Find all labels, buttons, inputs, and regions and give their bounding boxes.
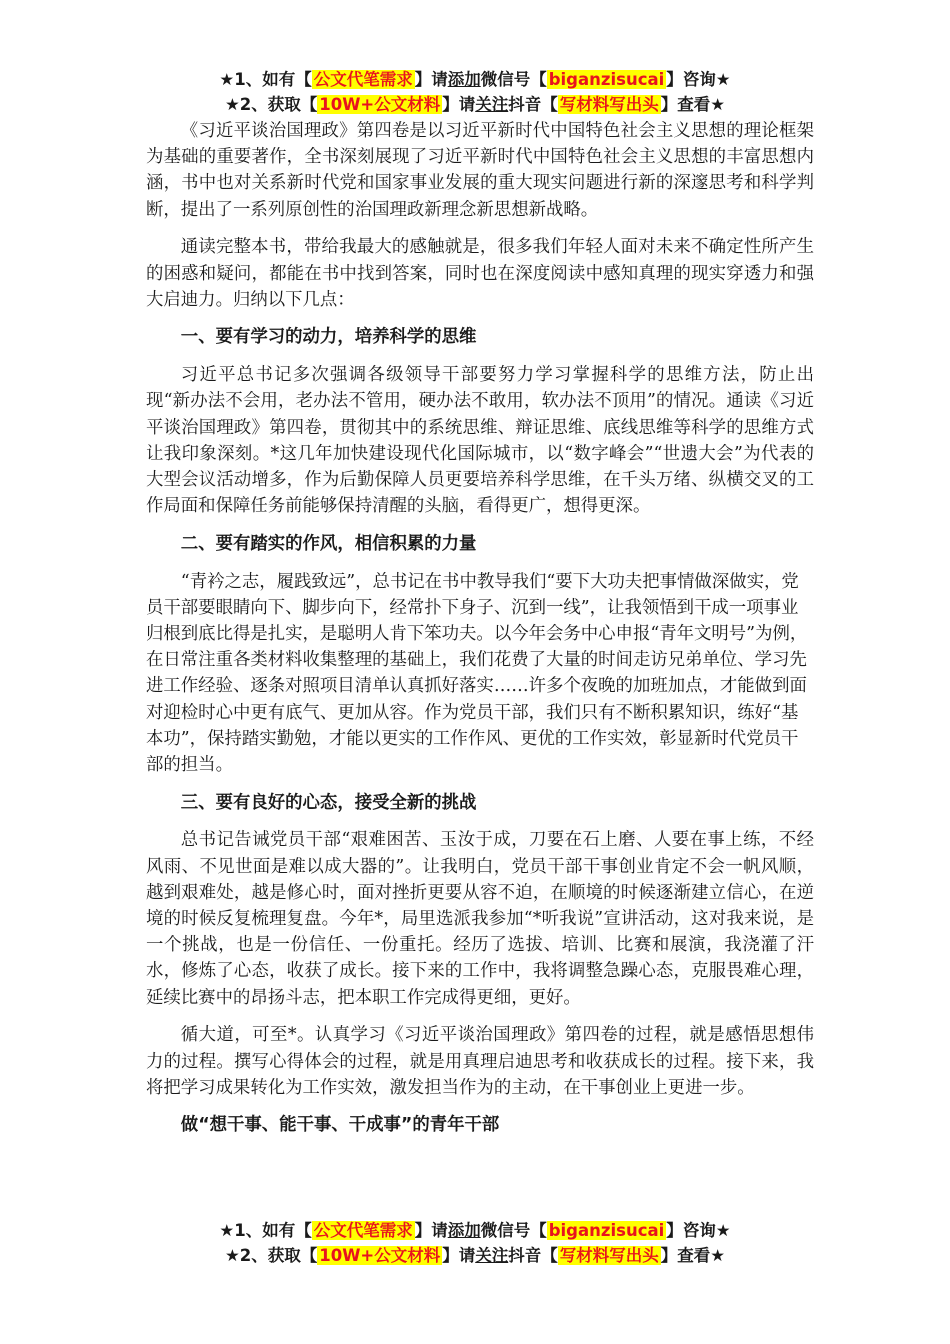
promo-highlight: 公文代笔需求 [313,70,413,89]
promo-text: 】咨询★ [666,70,731,89]
paragraph-section-2: “青衿之志，履践致远”，总书记在书中教导我们“要下大功夫把事情做深做实，党员干部要眼睛向下、脚步向下，经常扑下身子、沉到一线”，让我领悟到干成一项事业归根到底比得是扎实，是聪明人肯下笨功夫。以今年会务中心申报“青年文明号”为例，在日常注重各类材料收集整理的基础上，我们花费了大量的时间走访兄弟单位、学习先进工作经验、逐条对照项目清单认真抓好落实……许多个夜晚的加班加点，才能做到面对迎检时心中更有底气、更加从容。作为党员干部，我们只有不断积累知识，练好“基本功”，保持踏实勤勉，才能以更实的工作作风、更优的工作实效，彰显新时代党员干部的担当。 [146,571,808,775]
promo-text: ★2、获取【 [224,1246,318,1265]
promo-highlight: 10W+公文材料 [319,95,441,114]
promo-text: 】请 [442,95,476,114]
promo-underlined: 关注 [475,95,509,114]
heading-section-3: 三、要有良好的心态，接受全新的挑战 [180,792,477,813]
promo-underlined: 添加 [447,70,481,89]
promo-douyin-id: 写材料写出头 [559,95,659,114]
promo-text: 】查看★ [660,1246,726,1265]
promo-text: 微信号【 [480,70,547,89]
heading-section-2: 二、要有踏实的作风，相信积累的力量 [180,533,477,554]
paragraph-section-3: 总书记告诫党员干部“艰难困苦、玉汝于成，刀要在石上磨、人要在事上练，不经风雨、不见世面是难以成大器的”。让我明白，党员干部干事创业肯定不会一帆风顺，越到艰难处，越是修心时，面对挫折更要从容不迫，在顺境的时候逐渐建立信心，在逆境的时候反复梳理复盘。今年*，局里选派我参加“*听我说”宣讲活动，这对我来说，是一个挑战，也是一份信任、一份重托。经历了选拔、培训、比赛和展演，我浇灌了汗水，修炼了心态，收获了成长。接下来的工作中，我将调整急躁心态，克服畏难心理，延续比赛中的昂扬斗志，把本职工作完成得更细，更好。 [146,830,814,1008]
promo-text: 】请 [414,1221,448,1240]
promo-text: ★1、如有【 [219,1221,312,1240]
paragraph-conclusion: 循大道，可至*。认真学习《习近平谈治国理政》第四卷的过程，就是感悟思想伟力的过程。撰写心得体会的过程，就是用真理启迪思考和收获成长的过程。接下来，我将把学习成果转化为工作实效，激发担当作为的主动，在干事创业上更进一步。 [146,1025,814,1098]
promo-wechat-id: biganzisucai [548,70,665,89]
heading-section-1: 一、要有学习的动力，培养科学的思维 [180,327,477,348]
promo-text: 】咨询★ [666,1221,731,1240]
promo-wechat-id: biganzisucai [548,1221,665,1240]
paragraph-intro: 《习近平谈治国理政》第四卷是以习近平新时代中国特色社会主义思想的理论框架为基础的重要著作，全书深刻展现了习近平新时代中国特色社会主义思想的丰富思想内涵，书中也对关系新时代党和国家事业发展的重大现实问题进行新的深邃思考和科学判断，提出了一系列原创性的治国理政新理念新思想新战略。 [146,121,814,220]
promo-douyin-id: 写材料写出头 [559,1246,659,1265]
promo-text: ★2、获取【 [224,95,318,114]
article-body [146,118,814,1150]
promo-highlight: 10W+公文材料 [319,1246,441,1265]
paragraph-reading: 通读完整本书，带给我最大的感触就是，很多我们年轻人面对未来不确定性所产生的困惑和疑问，都能在书中找到答案，同时也在深度阅读中感知真理的现实穿透力和强大启迪力。归纳以下几点： [146,237,814,310]
promo-line-2-bottom [0,1244,950,1268]
promo-highlight: 公文代笔需求 [313,1221,413,1240]
promo-text: ★1、如有【 [219,70,312,89]
paragraph-section-1: 习近平总书记多次强调各级领导干部要努力学习掌握科学的思维方法，防止出现“新办法不会用，老办法不管用，硬办法不敢用，软办法不顶用”的情况。通读《习近平谈治国理政》第四卷，贯彻其中的系统思维、辩证思维、底线思维等科学的思维方式让我印象深刻。*这几年加快建设现代化国际城市，以“数字峰会”“世遗大会”为代表的大型会议活动增多，作为后勤保障人员更要培养科学思维，在千头万绪、纵横交叉的工作局面和保障任务前能够保持清醒的头脑，看得更广，想得更深。 [146,365,814,517]
promo-text: 】请 [442,1246,476,1265]
promo-line-1-bottom [0,1219,950,1243]
heading-next-article: 做“想干事、能干事、干成事”的青年干部 [180,1115,500,1136]
promo-line-2-top [0,93,950,117]
promo-underlined: 关注 [475,1246,509,1265]
promo-text: 】查看★ [660,95,726,114]
promo-text: 抖音【 [508,95,558,114]
promo-line-1-top [0,68,950,92]
promo-text: 微信号【 [480,1221,547,1240]
promo-text: 】请 [414,70,448,89]
promo-text: 抖音【 [508,1246,558,1265]
promo-underlined: 添加 [447,1221,481,1240]
